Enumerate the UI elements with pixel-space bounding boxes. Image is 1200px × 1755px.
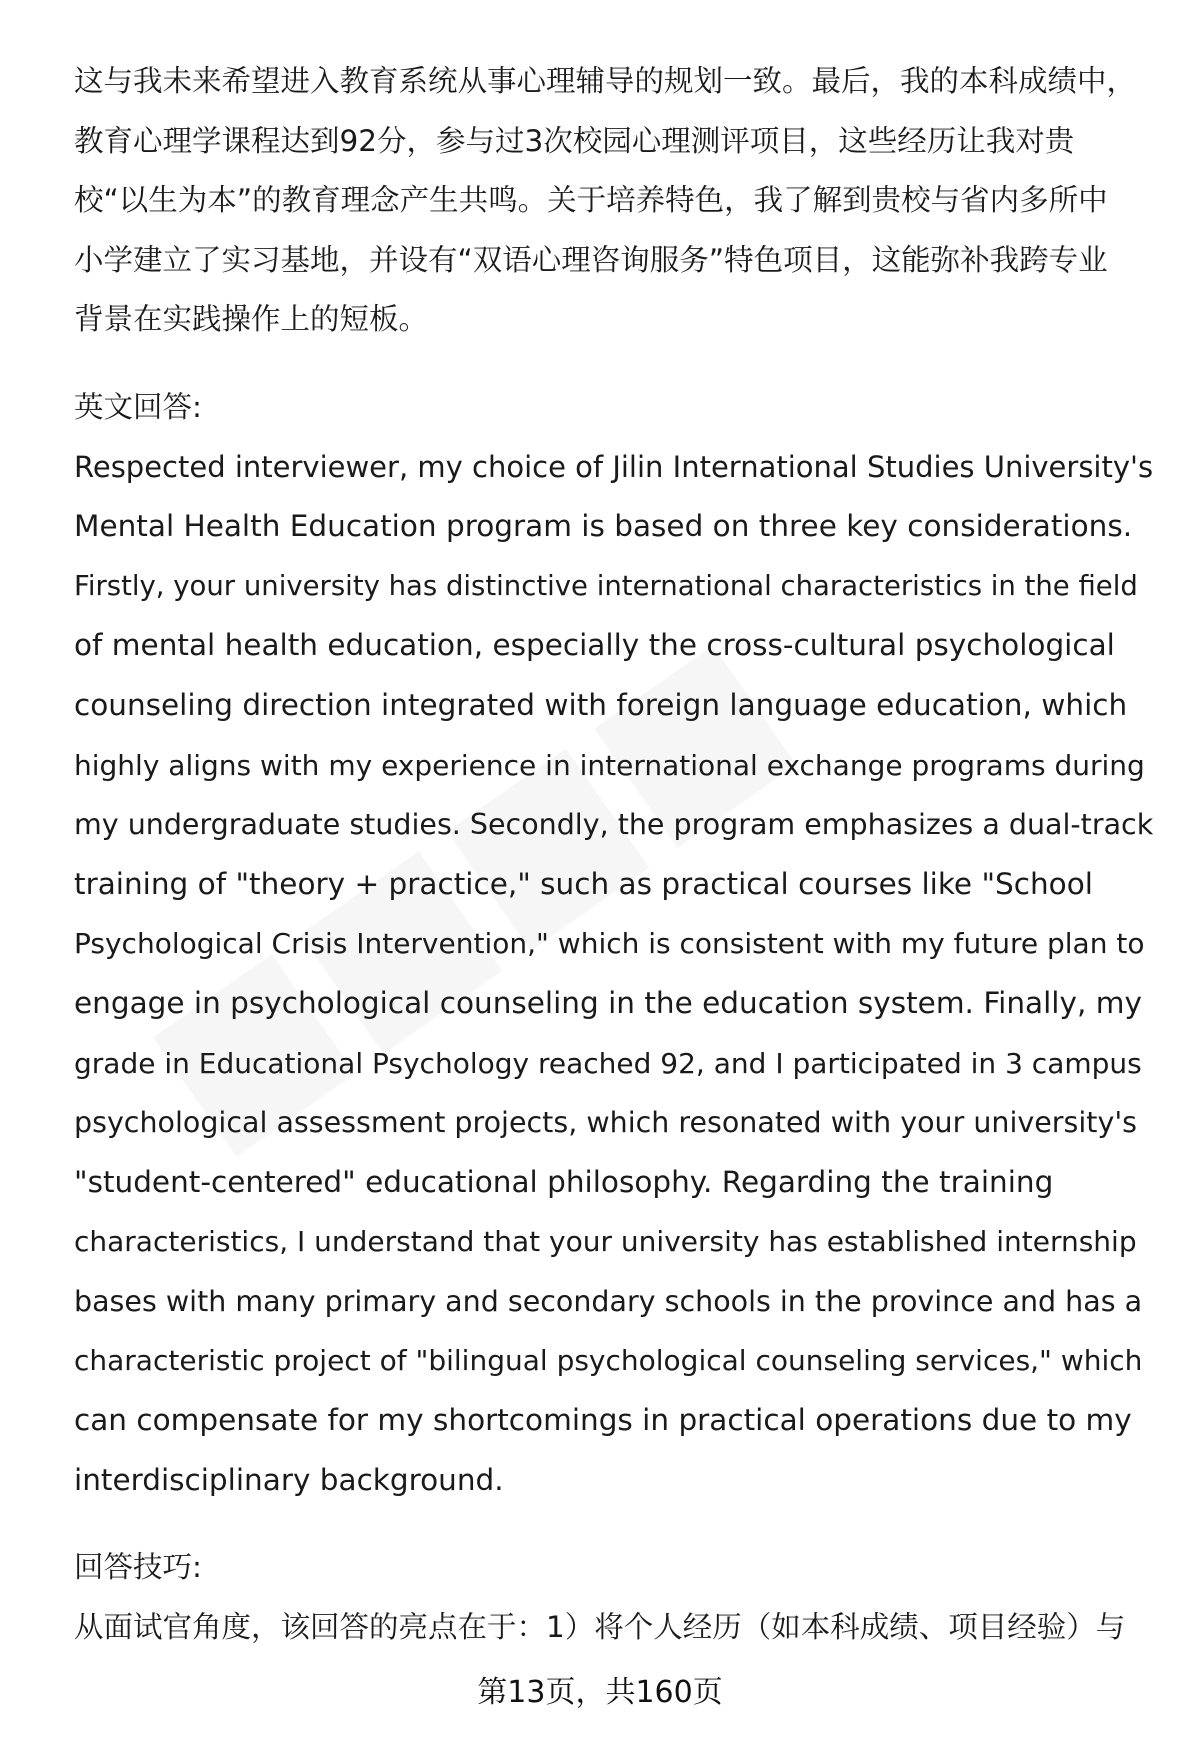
page-content [74,52,1154,1657]
english-answer-heading: 英文回答: [74,389,202,424]
paragraph-line: training of "theory + practice," such as practical courses like "School [74,866,1093,901]
paragraph-line: highly aligns with my experience in international exchange programs during [74,748,1145,782]
paragraph-line: 这与我未来希望进入教育系统从事心理辅导的规划一致。最后，我的本科成绩中， [74,64,1137,98]
paragraph-line: counseling direction integrated with foreign language education, which [74,687,1128,722]
paragraph-line: "student-centered" educational philosophy. Regarding the training [74,1164,1054,1199]
page-number-footer: 第13页，共160页 [477,1675,723,1710]
english-answer-section [74,378,1154,1510]
paragraph-line: 教育心理学课程达到92分，参与过3次校园心理测评项目，这些经历让我对贵 [74,123,1075,158]
spacer [74,1510,1154,1538]
paragraph-line: 背景在实践操作上的短板。 [74,302,429,337]
paragraph-line: characteristics, I understand that your university has established internship [74,1225,1137,1259]
paragraph-line: engage in psychological counseling in the education system. Finally, my [74,985,1142,1020]
spacer [74,350,1154,378]
answer-tips-section [74,1538,1154,1657]
paragraph-line: grade in Educational Psychology reached 92, and I participated in 3 campus [74,1046,1142,1080]
paragraph-line: 小学建立了实习基地，并设有“双语心理咨询服务”特色项目，这能弥补我跨专业 [74,242,1108,277]
paragraph-line: interdisciplinary background. [74,1462,504,1497]
paragraph-line: 从面试官角度，该回答的亮点在于：1）将个人经历（如本科成绩、项目经验）与 [74,1609,1126,1644]
paragraph-line: Psychological Crisis Intervention," which is consistent with my future plan to [74,927,1145,961]
paragraph-line: can compensate for my shortcomings in practical operations due to my [74,1403,1132,1438]
paragraph-line: Firstly, your university has distinctive international characteristics in the field [74,569,1138,602]
paragraph-line: 校“以生为本”的教育理念产生共鸣。关于培养特色，我了解到贵校与省内多所中 [74,183,1108,218]
paragraph-line: characteristic project of "bilingual psychological counseling services," which [74,1344,1143,1378]
chinese-answer-paragraph [74,52,1154,350]
paragraph-line: psychological assessment projects, which resonated with your university's [74,1106,1138,1140]
paragraph-line: bases with many primary and secondary schools in the province and has a [74,1284,1143,1318]
answer-tips-heading: 回答技巧: [74,1550,202,1585]
paragraph-line: of mental health education, especially the cross-cultural psychological [74,628,1115,663]
paragraph-line: my undergraduate studies. Secondly, the program emphasizes a dual-track [74,808,1154,842]
paragraph-line: Respected interviewer, my choice of Jilin International Studies University's [74,449,1154,484]
paragraph-line: Mental Health Education program is based on three key considerations. [74,509,1133,544]
